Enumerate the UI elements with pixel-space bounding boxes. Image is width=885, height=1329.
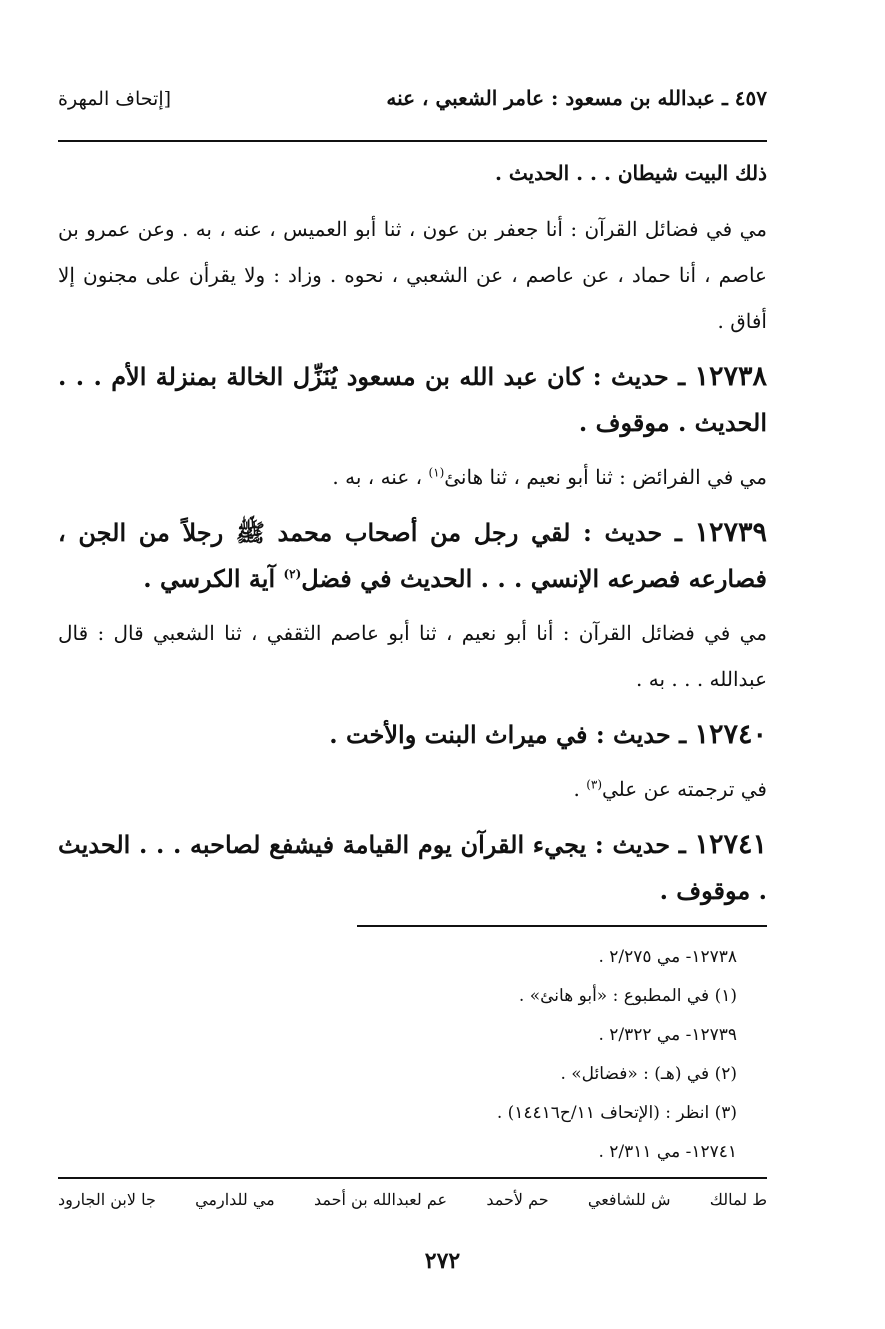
hadith-text: ـ حديث : لقي رجل من أصحاب محمد ﷺ رجلاً من الجن ، فصارعه فصرعه الإنسي . . . الحديث في فضل	[58, 518, 767, 593]
footnote-mark: (٢)	[283, 567, 302, 581]
abbreviation-item: مي للدارمي	[195, 1190, 275, 1209]
hadith-number: ١٢٧٣٩	[694, 517, 767, 548]
hadith-text: آية الكرسي .	[143, 564, 276, 593]
footnote-line: (١) في المطبوع : «أبو هانئ» .	[518, 986, 737, 1006]
footnotes	[300, 938, 737, 1172]
running-title: ٤٥٧ ـ عبدالله بن مسعود : عامر الشعبي ، عنه	[386, 86, 767, 110]
footer-rule	[58, 1177, 767, 1179]
abbreviation-item: عم لعبدالله بن أحمد	[313, 1190, 448, 1209]
abbreviation-item: جا لابن الجارود	[58, 1190, 156, 1209]
continuation-line: ذلك البيت شيطان . . . الحديث .	[494, 161, 767, 185]
abbreviation-key	[58, 1190, 767, 1209]
source-paragraph	[58, 766, 767, 812]
hadith-text: ـ حديث : في ميراث البنت والأخت .	[329, 720, 687, 749]
hadith-number: ١٢٧٤٠	[694, 719, 767, 750]
page-number: ٢٧٢	[424, 1248, 461, 1274]
footnote-line: (٢) في (هـ) : «فضائل» .	[560, 1064, 737, 1084]
source-paragraph	[58, 454, 767, 500]
header-rule	[58, 140, 767, 142]
hadith-entry-12741	[58, 822, 767, 914]
abbreviation-item: ط لمالك	[709, 1190, 767, 1209]
hadith-text: ـ حديث : كان عبد الله بن مسعود يُنَزِّل الخالة بمنزلة الأم . . . الحديث . موقوف .	[58, 362, 767, 437]
hadith-text: ـ حديث : يجيء القرآن يوم القيامة فيشفع لصاحبه . . . الحديث . موقوف .	[58, 830, 767, 905]
source-text: مي في الفرائض : ثنا أبو نعيم ، ثنا هانئ	[444, 465, 767, 489]
abbreviation-item: ش للشافعي	[587, 1190, 671, 1209]
hadith-entry-12740	[58, 712, 767, 758]
footnote-mark: (٣)	[586, 777, 603, 792]
footnote-line: ١٢٧٣٨- مي ٢/٢٧٥ .	[598, 947, 737, 967]
hadith-entry-12738	[58, 354, 767, 446]
source-text: .	[573, 777, 580, 801]
footnote-line: ١٢٧٣٩- مي ٢/٣٢٢ .	[598, 1025, 737, 1045]
hadith-number: ١٢٧٤١	[694, 829, 768, 860]
source-text: ، عنه ، به .	[332, 465, 423, 489]
footnote-line: ١٢٧٤١- مي ٢/٣١١ .	[598, 1142, 737, 1162]
source-paragraph: مي في فضائل القرآن : أنا جعفر بن عون ، ثنا أبو العميس ، عنه ، به . وعن عمرو بن عاصم ، أنا حماد ، عن عاصم ، عن الشعبي ، نحوه . وزاد : ولا يقرأن على مجنون إلا أفاق .	[58, 217, 767, 333]
page-header	[58, 86, 767, 110]
abbreviation-item: حم لأحمد	[486, 1190, 549, 1209]
footnote-line: (٣) انظر : (الإتحاف ١١/ح١٤٤١٦) .	[496, 1103, 737, 1123]
main-text	[58, 150, 767, 922]
source-paragraph: مي في فضائل القرآن : أنا أبو نعيم ، ثنا أبو عاصم الثقفي ، ثنا الشعبي قال : قال عبدالله . . . به .	[58, 621, 767, 691]
footnotes-rule	[357, 925, 767, 927]
hadith-entry-12739	[58, 510, 767, 602]
hadith-number: ١٢٧٣٨	[694, 361, 768, 392]
book-title: [إتحاف المهرة	[58, 88, 172, 110]
footnote-mark: (١)	[428, 465, 445, 480]
source-text: في ترجمته عن علي	[602, 777, 767, 801]
